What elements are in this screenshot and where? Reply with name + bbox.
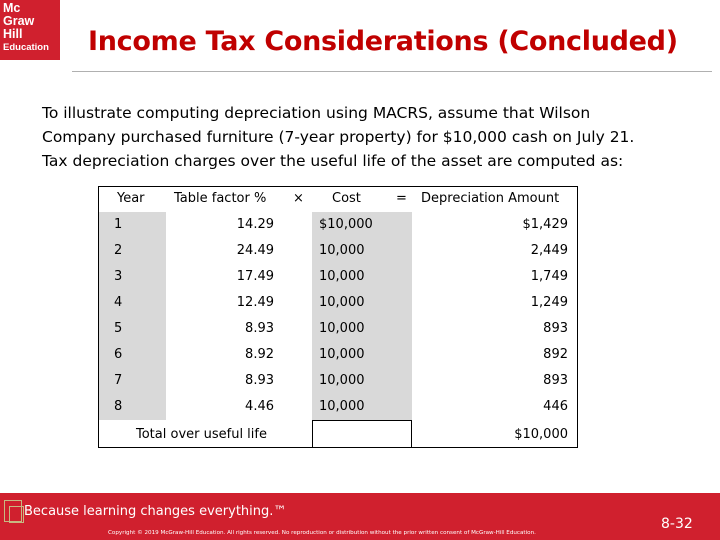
row-6-factor: 8.92 bbox=[245, 347, 274, 362]
intro-line-1: To illustrate computing depreciation using MACRS, assume that Wilson bbox=[42, 104, 591, 122]
year-column-shade bbox=[98, 212, 166, 420]
row-3-factor: 17.49 bbox=[236, 269, 274, 284]
row-5-cost: 10,000 bbox=[319, 321, 365, 336]
footer-copyright: Copyright © 2019 McGraw-Hill Education. All rights reserved. No reproduction or distribution without the prior written consent of McGraw-Hill Education. bbox=[108, 530, 536, 536]
row-5-factor: 8.93 bbox=[245, 321, 274, 336]
row-1-cost: $10,000 bbox=[319, 217, 373, 232]
footer-tagline: Because learning changes everything.™ bbox=[24, 504, 287, 519]
total-label: Total over useful life bbox=[136, 427, 267, 442]
header-times: × bbox=[293, 191, 304, 206]
intro-line-2: Company purchased furniture (7-year property) for $10,000 cash on July 21. bbox=[42, 128, 635, 146]
row-1-year: 1 bbox=[114, 217, 123, 232]
row-4-year: 4 bbox=[114, 295, 123, 310]
row-5-year: 5 bbox=[114, 321, 123, 336]
slide-title: Income Tax Considerations (Concluded) bbox=[88, 26, 678, 57]
row-3-cost: 10,000 bbox=[319, 269, 365, 284]
row-3-amount: 1,749 bbox=[530, 269, 568, 284]
logo-line-2: Graw bbox=[3, 14, 35, 28]
slide-number: 8-32 bbox=[661, 516, 693, 532]
intro-line-3: Tax depreciation charges over the useful life of the asset are computed as: bbox=[42, 152, 624, 170]
intro-paragraph bbox=[42, 101, 702, 173]
row-7-factor: 8.93 bbox=[245, 373, 274, 388]
row-7-amount: 893 bbox=[543, 373, 568, 388]
row-6-cost: 10,000 bbox=[319, 347, 365, 362]
row-6-amount: 892 bbox=[543, 347, 568, 362]
header-year: Year bbox=[117, 191, 145, 206]
logo-line-1: Mc bbox=[3, 1, 21, 15]
row-8-year: 8 bbox=[114, 399, 123, 414]
row-8-factor: 4.46 bbox=[245, 399, 274, 414]
row-1-amount: $1,429 bbox=[522, 217, 568, 232]
row-6-year: 6 bbox=[114, 347, 123, 362]
header-table-factor: Table factor % bbox=[174, 191, 267, 206]
row-1-factor: 14.29 bbox=[236, 217, 274, 232]
row-8-cost: 10,000 bbox=[319, 399, 365, 414]
header-cost: Cost bbox=[332, 191, 361, 206]
row-3-year: 3 bbox=[114, 269, 123, 284]
logo-line-3: Hill bbox=[3, 27, 23, 41]
footer-logo-icon bbox=[4, 500, 22, 522]
row-7-cost: 10,000 bbox=[319, 373, 365, 388]
row-4-amount: 1,249 bbox=[530, 295, 568, 310]
row-2-amount: 2,449 bbox=[530, 243, 568, 258]
table-left-border bbox=[98, 186, 99, 448]
row-4-factor: 12.49 bbox=[236, 295, 274, 310]
depreciation-table bbox=[98, 186, 578, 448]
row-2-cost: 10,000 bbox=[319, 243, 365, 258]
row-4-cost: 10,000 bbox=[319, 295, 365, 310]
row-7-year: 7 bbox=[114, 373, 123, 388]
header-equals: = bbox=[396, 191, 407, 206]
mcgraw-hill-logo bbox=[0, 0, 60, 60]
header-depreciation-amount: Depreciation Amount bbox=[421, 191, 560, 206]
row-2-factor: 24.49 bbox=[236, 243, 274, 258]
table-right-border bbox=[577, 186, 578, 448]
row-2-year: 2 bbox=[114, 243, 123, 258]
logo-line-4: Education bbox=[3, 42, 49, 53]
title-divider bbox=[72, 71, 712, 72]
total-amount: $10,000 bbox=[514, 427, 568, 442]
row-8-amount: 446 bbox=[543, 399, 568, 414]
row-5-amount: 893 bbox=[543, 321, 568, 336]
